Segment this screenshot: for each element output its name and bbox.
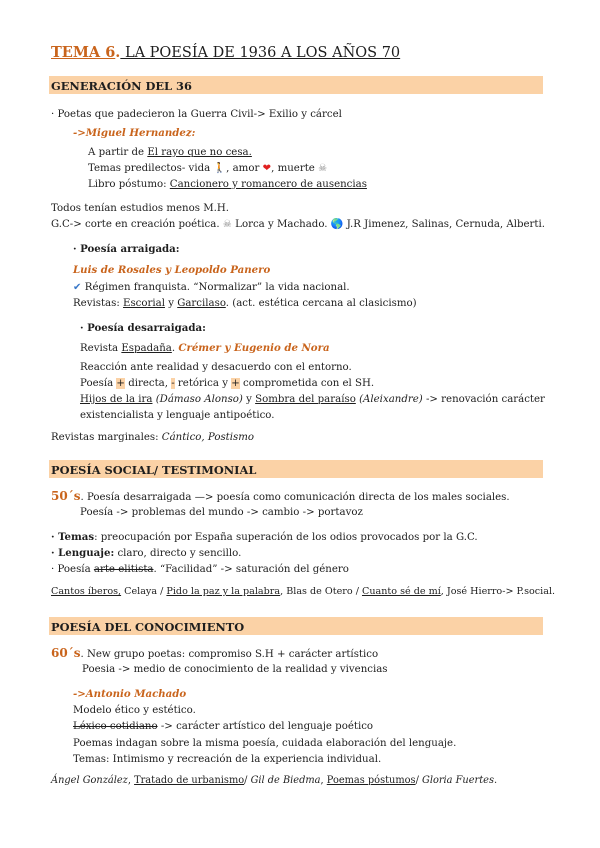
- text-line: · Lenguaje: claro, directo y sencillo.: [51, 547, 242, 559]
- page-title: [51, 44, 400, 61]
- text-line: Cantos íberos, Celaya / Pido la paz y la palabra, Blas de Otero / Cuanto sé de mí, José Hierro-> P.social.: [51, 586, 556, 597]
- text-line: Libro póstumo: Cancionero y romancero de ausencias: [88, 179, 367, 190]
- person-icon: 🚶: [213, 163, 227, 174]
- book-title: El rayo que no cesa.: [147, 147, 252, 158]
- book-title: Cancionero y romancero de ausencias: [169, 179, 367, 190]
- text-line: · Temas: preocupación por España superación de los odios provocados por la G.C.: [51, 531, 478, 543]
- text-line: · Poesía arte elitista. “Facilidad” -> saturación del género: [51, 564, 349, 575]
- text-line: Revistas: Escorial y Garcilaso. (act. estética cercana al clasicismo): [73, 298, 417, 309]
- plus-sign: +: [231, 378, 240, 389]
- text-line: Reacción ante realidad y desacuerdo con el entorno.: [80, 362, 352, 373]
- minus-sign: -: [171, 378, 175, 389]
- text-line: Poesía + directa, - retórica y + comprometida con el SH.: [80, 378, 375, 389]
- text-line: Poesía -> problemas del mundo -> cambio -> portavoz: [80, 507, 363, 518]
- text-line: Temas: Intimismo y recreación de la experiencia individual.: [73, 754, 382, 765]
- text-line: · Poetas que padecieron la Guerra Civil-> Exilio y cárcel: [51, 109, 342, 120]
- section-heading-generacion: GENERACIÓN DEL 36: [49, 76, 543, 94]
- text-line: A partir de El rayo que no cesa.: [88, 147, 252, 158]
- text-line: Ángel González, Tratado de urbanismo/ Gil de Biedma, Poemas póstumos/ Gloria Fuertes.: [51, 775, 498, 786]
- author-heading: ->Antonio Machado: [73, 688, 187, 700]
- text-line: Modelo ético y estético.: [73, 705, 196, 716]
- text-line: Todos tenían estudios menos M.H.: [51, 203, 230, 214]
- skull-icon: ☠: [222, 219, 232, 230]
- skull-icon: ☠: [318, 163, 328, 174]
- text-line: Revista Espadaña. Crémer y Eugenio de Nora: [80, 342, 330, 354]
- plus-sign: +: [116, 378, 125, 389]
- section-heading-conocimiento: POESÍA DEL CONOCIMIENTO: [49, 617, 543, 635]
- author-heading: ->Miguel Hernandez:: [73, 127, 196, 139]
- section-heading-social: POESÍA SOCIAL/ TESTIMONIAL: [49, 460, 543, 478]
- text-line: existencialista y lenguaje antipoético.: [80, 410, 275, 421]
- text-line: 60´s. New grupo poetas: compromiso S.H + carácter artístico: [51, 646, 379, 660]
- check-icon: ✔: [73, 282, 82, 293]
- title-number: TEMA 6: [51, 44, 116, 61]
- text-line: Temas predilectos- vida 🚶, amor ❤, muerte ☠: [88, 163, 328, 174]
- text-line: 50´s. Poesía desarraigada —> poesía como comunicación directa de los males sociales.: [51, 489, 510, 503]
- heart-icon: ❤: [262, 163, 272, 174]
- subheading-arraigada: · Poesía arraigada:: [73, 243, 180, 255]
- title-text: LA POESÍA DE 1936 A LOS AÑOS 70: [120, 45, 401, 61]
- author-heading: Luis de Rosales y Leopoldo Panero: [73, 264, 271, 276]
- text-line: Hijos de la ira (Dámaso Alonso) y Sombra del paraíso (Aleixandre) -> renovación carácter: [80, 394, 545, 405]
- subheading-desarraigada: · Poesía desarraigada:: [80, 322, 206, 334]
- globe-icon: 🌎: [330, 219, 344, 230]
- title-dot: .: [115, 44, 121, 61]
- text-line: G.C-> corte en creación poética. ☠ Lorca y Machado. 🌎 J.R Jimenez, Salinas, Cernuda, Alberti.: [51, 219, 546, 230]
- text-line: Revistas marginales: Cántico, Postismo: [51, 432, 255, 443]
- text-line: ✔ Régimen franquista. “Normalizar” la vida nacional.: [73, 282, 350, 293]
- text-line: Léxico cotidiano -> carácter artístico del lenguaje poético: [73, 721, 374, 732]
- text-line: Poemas indagan sobre la misma poesía, cuidada elaboración del lenguaje.: [73, 738, 457, 749]
- text-line: Poesia -> medio de conocimiento de la realidad y vivencias: [82, 664, 388, 675]
